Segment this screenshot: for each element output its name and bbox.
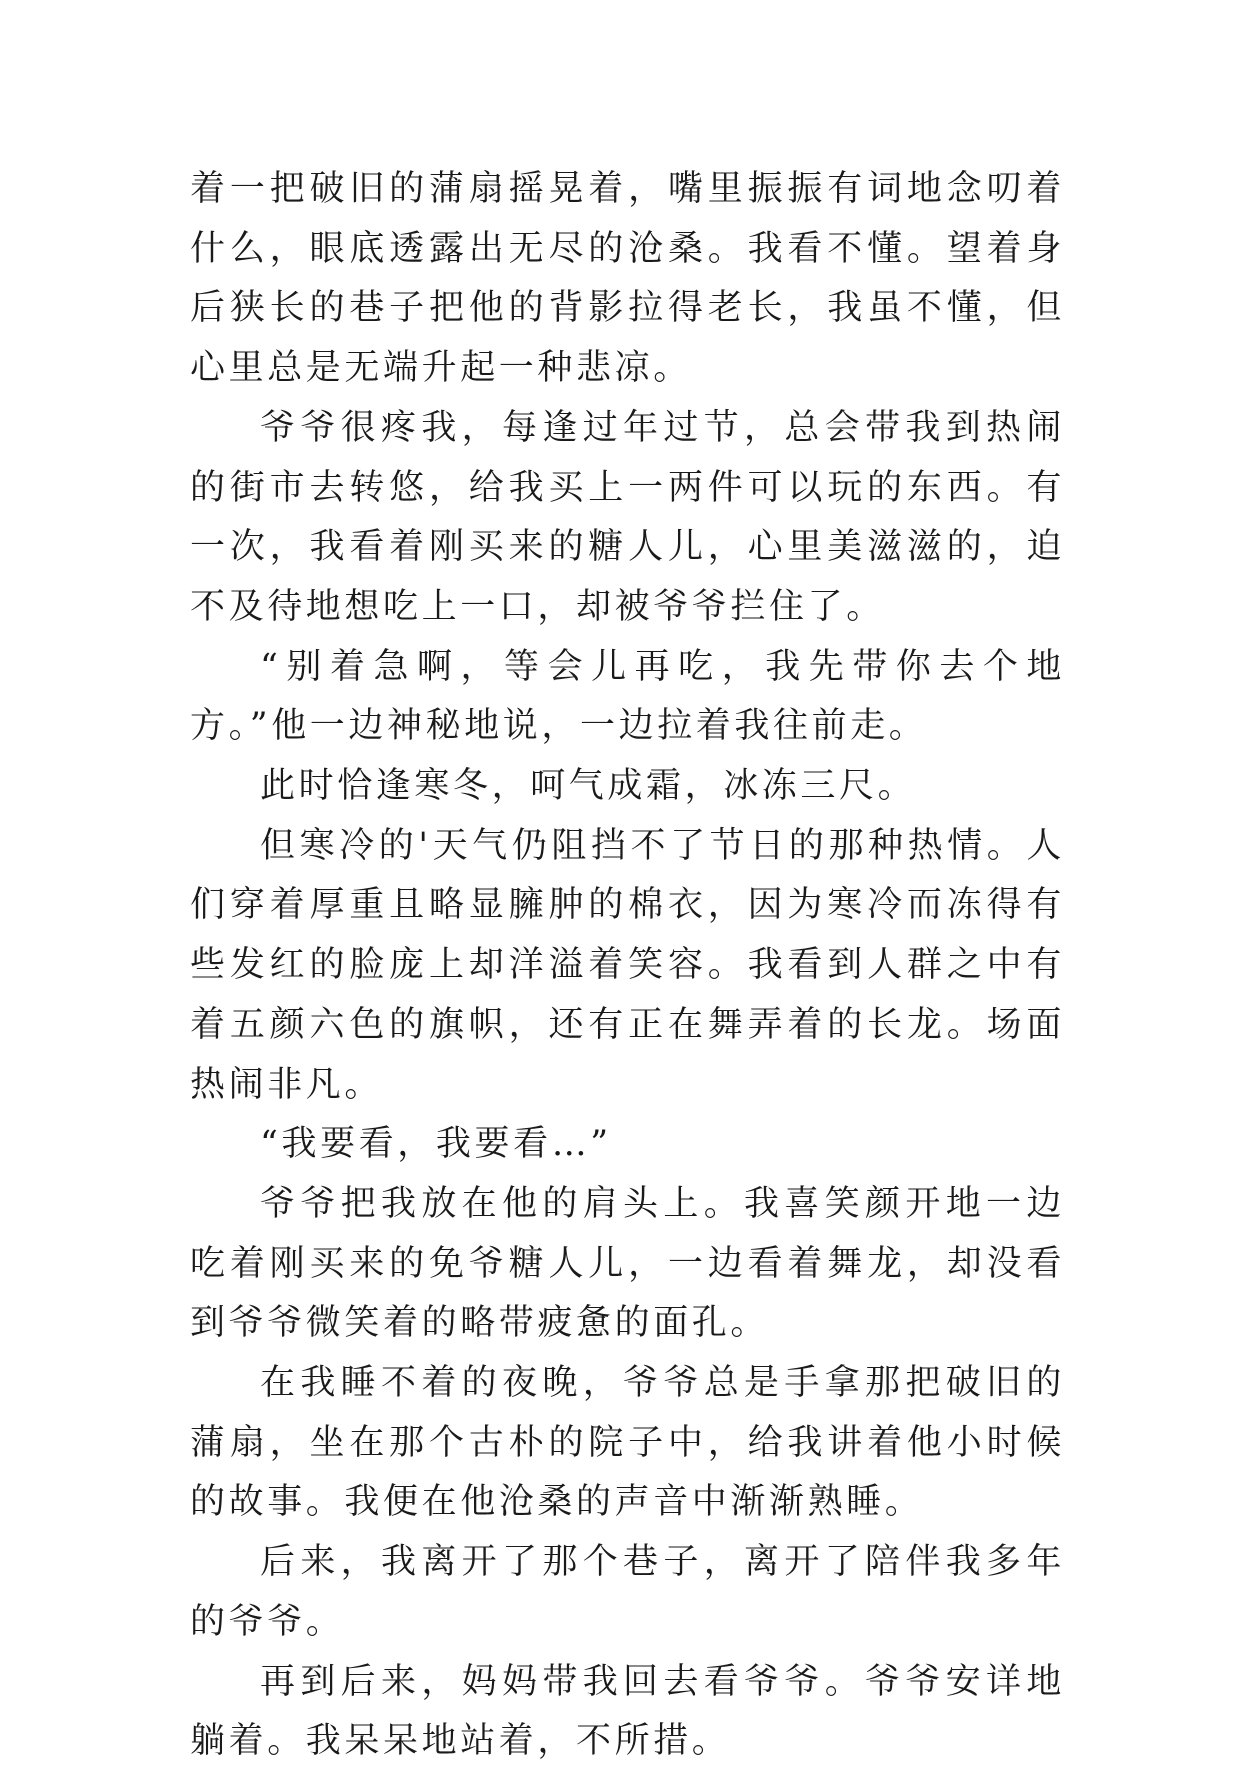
paragraph-3: “别着急啊，等会儿再吃，我先带你去个地方。”他一边神秘地说，一边拉着我往前走。 <box>190 646 1065 747</box>
paragraph-8: 在我睡不着的夜晚，爷爷总是手拿那把破旧的蒲扇，坐在那个古朴的院子中，给我讲着他小时候的故事。我便在他沧桑的声音中渐渐熟睡。 <box>190 1363 1065 1523</box>
document-body <box>190 160 1065 1772</box>
paragraph-1: 着一把破旧的蒲扇摇晃着，嘴里振振有词地念叨着什么，眼底透露出无尽的沧桑。我看不懂。望着身后狭长的巷子把他的背影拉得老长，我虽不懂，但心里总是无端升起一种悲凉。 <box>190 169 1065 389</box>
paragraph-4: 此时恰逢寒冬，呵气成霜，冰冻三尺。 <box>260 766 917 807</box>
paragraph-6: “我要看，我要看…” <box>260 1124 612 1165</box>
paragraph-10: 再到后来，妈妈带我回去看爷爷。爷爷安详地躺着。我呆呆地站着，不所措。 <box>190 1661 1065 1762</box>
paragraph-7: 爷爷把我放在他的肩头上。我喜笑颜开地一边吃着刚买来的免爷糖人儿，一边看着舞龙，却没看到爷爷微笑着的略带疲惫的面孔。 <box>190 1183 1065 1344</box>
paragraph-5: 但寒冷的'天气仍阻挡不了节日的那种热情。人们穿着厚重且略显臃肿的棉衣，因为寒冷而冻得有些发红的脸庞上却洋溢着笑容。我看到人群之中有着五颜六色的旗帜，还有正在舞弄着的长龙。场面热闹非凡。 <box>190 825 1065 1105</box>
paragraph-2: 爷爷很疼我，每逢过年过节，总会带我到热闹的街市去转悠，给我买上一两件可以玩的东西。有一次，我看着刚买来的糖人儿，心里美滋滋的，迫不及待地想吃上一口，却被爷爷拦住了。 <box>190 407 1065 627</box>
paragraph-9: 后来，我离开了那个巷子，离开了陪伴我多年的爷爷。 <box>190 1542 1065 1642</box>
